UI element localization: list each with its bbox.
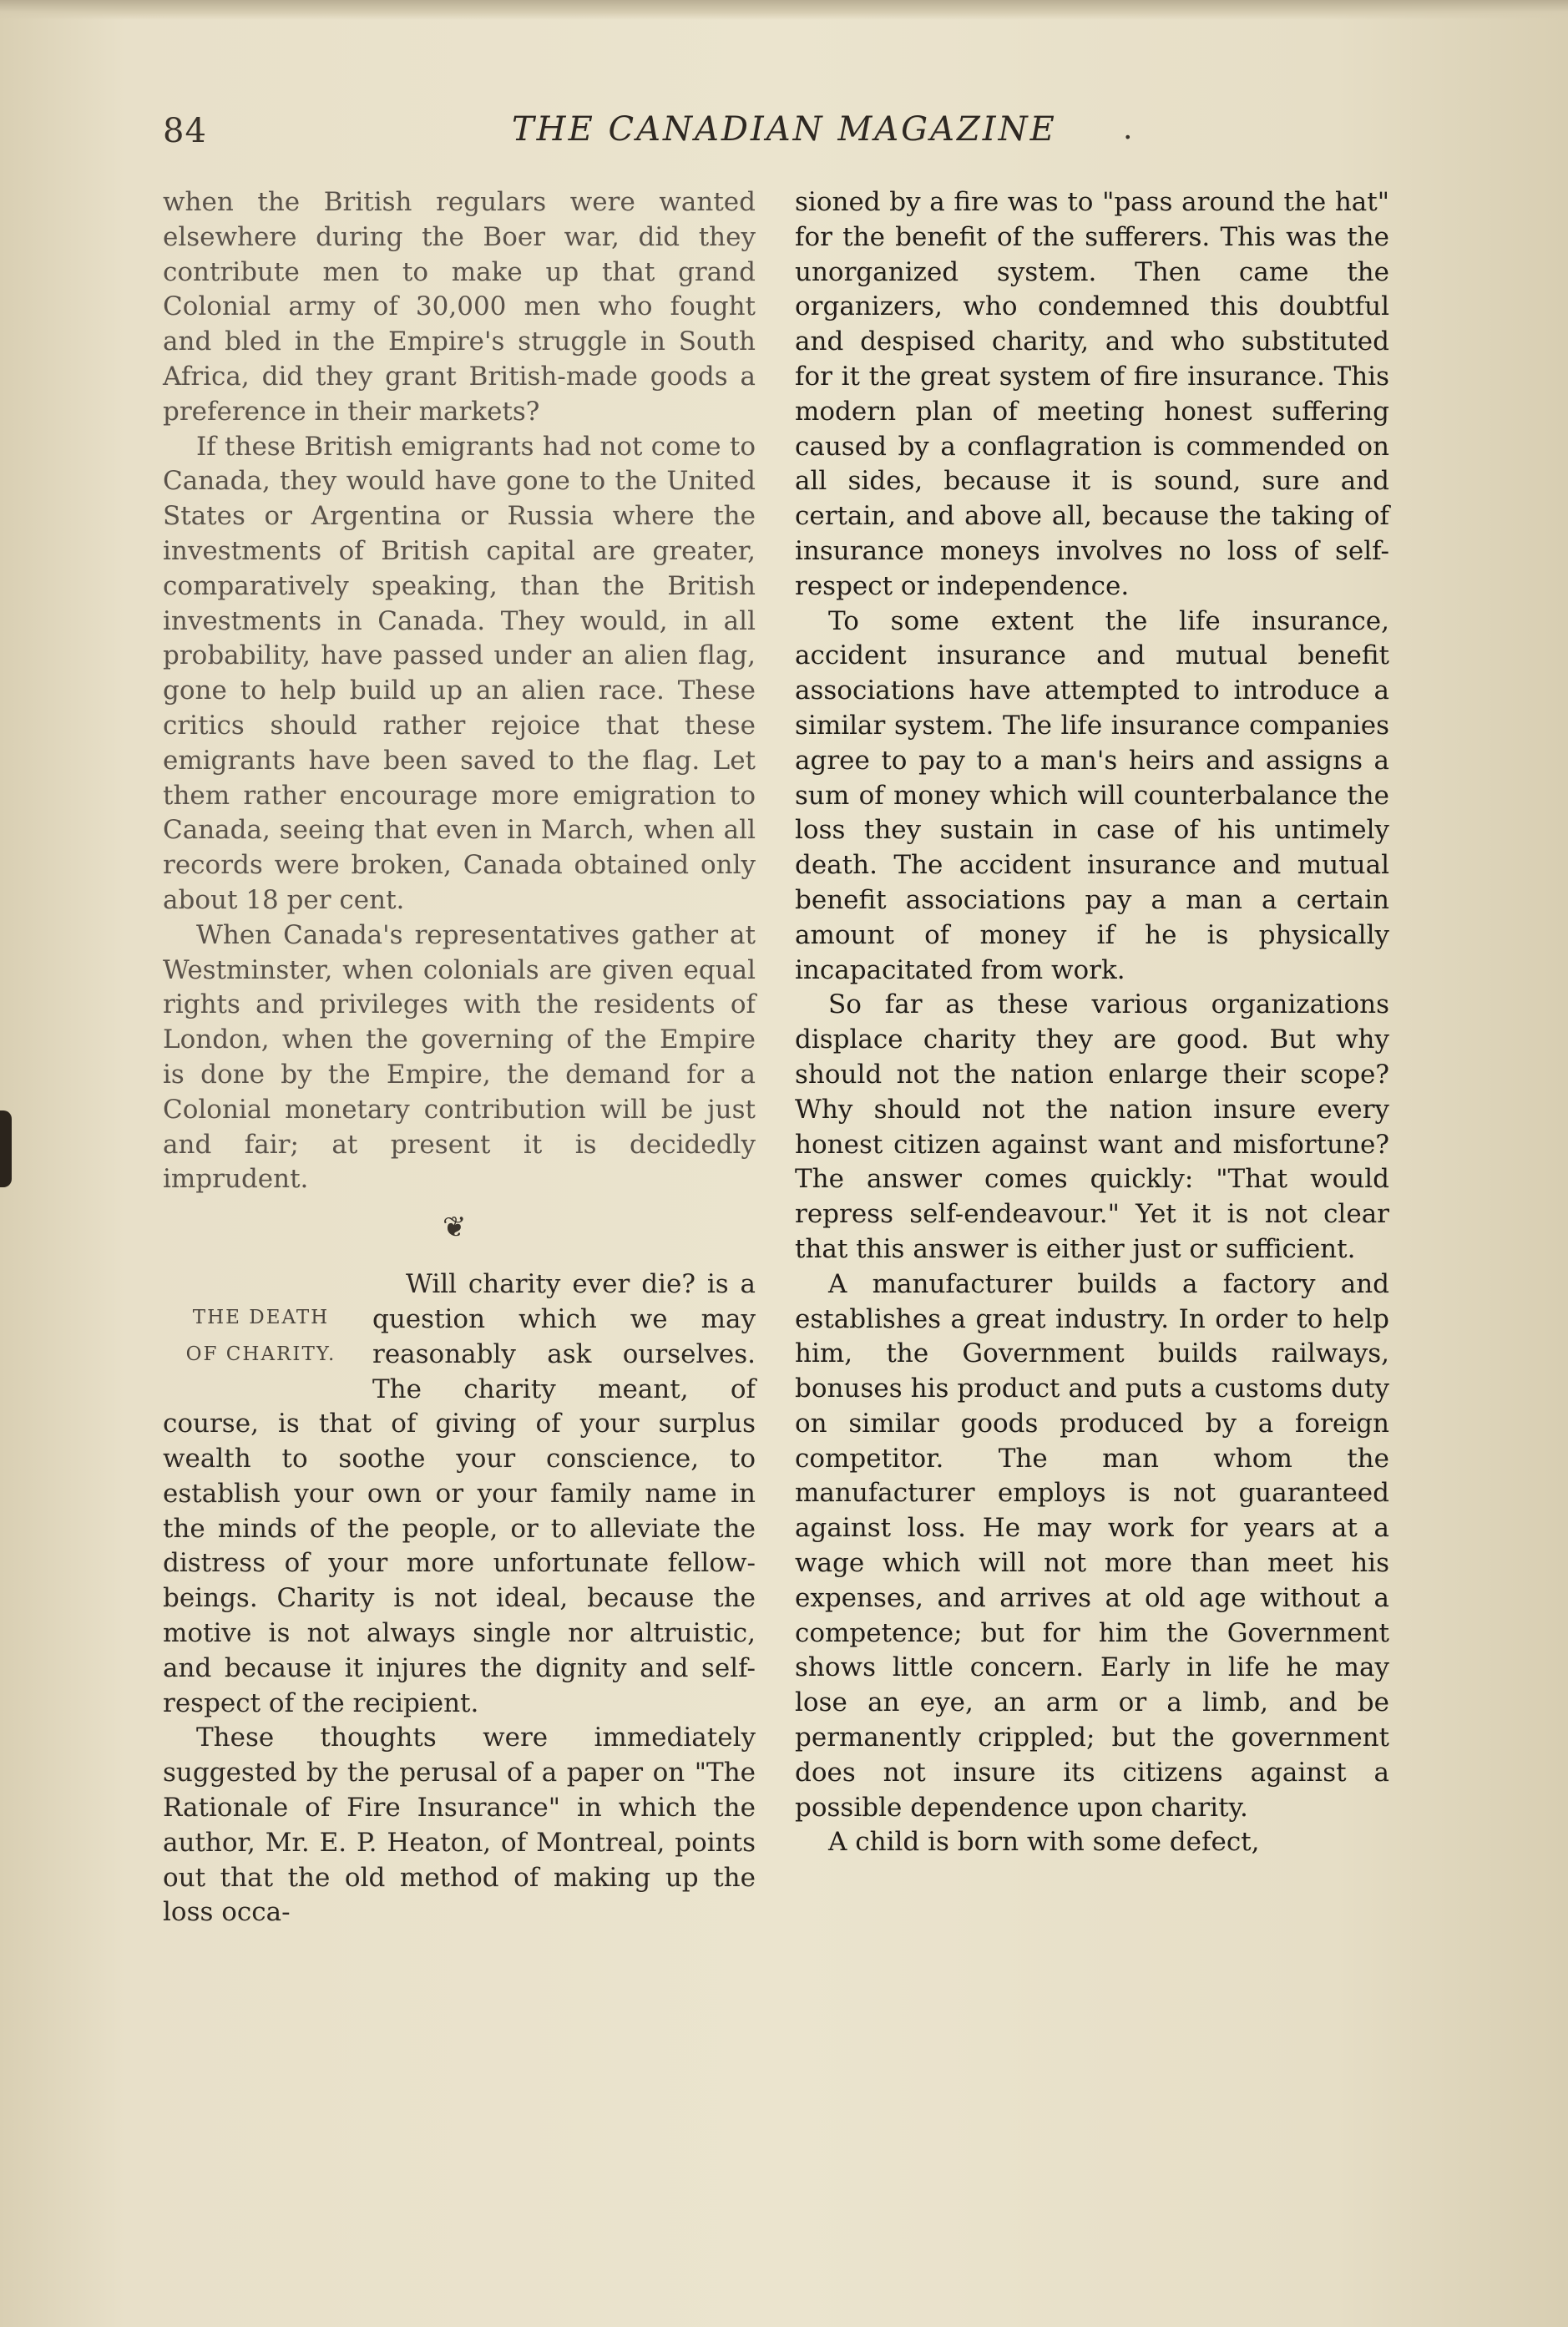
running-header <box>163 107 1148 157</box>
left-paragraph-4: Will charity ever die? is a question which we may reasonably ask ourselves. The charity meant, of course, is that of giving of your surplus wealth to soothe your conscience, to establish your own or your family name in the minds of the people, or to alleviate the distress of your more unfortunate fellow-beings. Charity is not ideal, because the motive is not always single nor altruistic, and because it injures the dignity and self-respect of the recipient. <box>163 1269 756 1718</box>
right-paragraph-2: To some extent the life insurance, accident insurance and mutual benefit associations have attempted to introduce a similar system. The life insurance companies agree to pay to a man's heirs and assigns a sum of money which will counterbalance the loss they sustain in case of his untimely death. The accident insurance and mutual benefit associations pay a man a certain amount of money if he is physically incapacitated from work. <box>795 605 1389 985</box>
side-heading-line-1: THE DEATH <box>192 1307 330 1329</box>
ornament-icon: ❦ <box>443 1211 467 1245</box>
right-paragraph-1: sioned by a fire was to "pass around the hat" for the benefit of the sufferers. This was the unorganized system. Then came the organizers, who condemned this doubtful and despised charity, and who substituted for it the great system of fire insurance. This modern plan of meeting honest suffering caused by a conflagration is commended on all sides, because it is sound, sure and certain, and above all, because the taking of insurance moneys involves no loss of self-respect or independence. <box>795 187 1389 601</box>
left-paragraph-2: If these British emigrants had not come to Canada, they would have gone to the United States or Argentina or Russia where the investments of British capital are greater, comparatively speaking, than the British investments in Canada. They would, in all probability, have passed under an alien flag, gone to help build up an alien race. These critics should rather rejoice that these emigrants have been saved to the flag. Let them rather encourage more emigration to Canada, seeing that even in March, when all records were broken, Canada obtained only about 18 per cent. <box>163 431 756 915</box>
right-paragraph-4: A manufacturer builds a factory and establishes a great industry. In order to help him, the Government builds railways, bonuses his product and puts a customs duty on similar goods produced by a foreign competitor. The man whom the manufacturer employs is not guaranteed against loss. He may work for years at a wage which will not more than meet his expenses, and arrives at old age without a competence; but for him the Government shows little concern. Early in life he may lose an eye, an arm or a limb, and be permanently crippled; but the government does not insure its citizens against a possible dependence upon charity. <box>795 1268 1389 1823</box>
header-dot: . <box>1123 112 1133 146</box>
running-title: THE CANADIAN MAGAZINE <box>512 110 1057 149</box>
page-number: 84 <box>163 112 207 150</box>
side-heading-line-2: OF CHARITY. <box>185 1343 336 1366</box>
right-paragraph-3: So far as these various organizations displace charity they are good. But why should not the nation enlarge their scope? Why should not the nation insure every honest citizen against want and misfortune? The answer comes quickly: "That would repress self-endeavour." Yet it is not clear that this answer is either just or sufficient. <box>795 989 1389 1264</box>
page-top-edge <box>0 0 1568 20</box>
left-paragraph-1: when the British regulars were wanted elsewhere during the Boer war, did they contribute men to make up that grand Colonial army of 30,000 men who fought and bled in the Empire's struggle in South Africa, did they grant British-made goods a preference in their markets? <box>163 187 756 427</box>
left-paragraph-5: These thoughts were immediately suggested by the perusal of a paper on "The Rationale of Fire Insurance" in which the author, Mr. E. P. Heaton, of Montreal, points out that the old method of making up the loss occa- <box>163 1722 756 1928</box>
binding-mark <box>0 1110 12 1187</box>
section-ornament <box>163 1197 756 1267</box>
right-paragraph-5: A child is born with some defect, <box>828 1827 1260 1858</box>
right-column <box>795 185 1389 1860</box>
left-paragraph-3: When Canada's representatives gather at Westminster, when colonials are given equal rights and privileges with the residents of London, when the governing of the Empire is done by the Empire, the demand for a Colonial monetary contribution will be just and fair; at present it is decidedly imprudent. <box>163 919 756 1195</box>
left-column <box>163 185 756 1930</box>
side-heading <box>163 1299 359 1404</box>
